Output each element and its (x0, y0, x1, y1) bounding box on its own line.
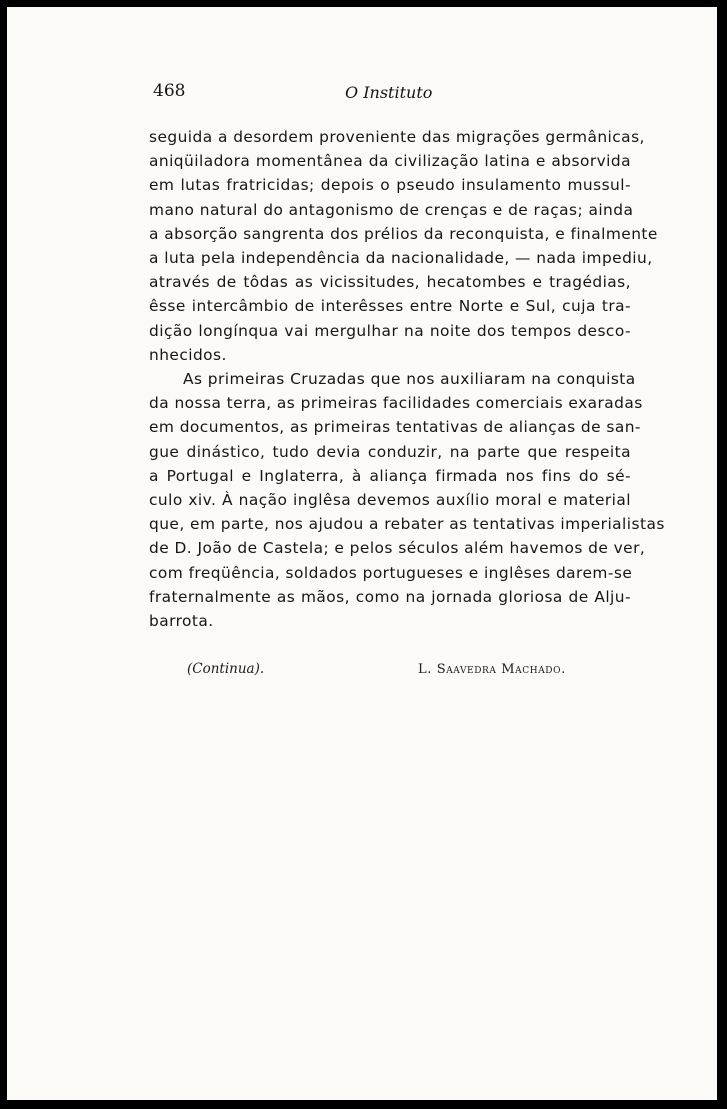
text-line: a absorção sangrenta dos prélios da reconquista, e finalmente (149, 224, 658, 243)
article-signoff (7, 661, 717, 685)
author-signature: L. Saavedra Machado. (418, 662, 566, 677)
page-border-left (0, 0, 6, 1109)
text-line: que, em parte, nos ajudou a rebater as tentativas imperialistas (149, 515, 665, 534)
page-sheet (7, 7, 717, 1100)
text-line: barrota. (149, 612, 214, 631)
article-body (149, 125, 665, 633)
paragraph (149, 367, 665, 633)
text-line: nhecidos. (149, 345, 227, 364)
text-line: aniqüiladora momentânea da civilização latina e absorvida (149, 152, 631, 171)
continued-note: (Continua). (187, 661, 265, 677)
page-border-right (719, 0, 727, 1109)
page-number: 468 (153, 81, 186, 101)
running-title: O Instituto (345, 83, 433, 102)
paragraph (149, 125, 658, 367)
text-line: êsse intercâmbio de interêsses entre Norte e Sul, cuja tra- (149, 297, 631, 316)
page-header (7, 77, 717, 107)
text-line: a luta pela independência da nacionalidade, — nada impediu, (149, 249, 653, 268)
text-line: em documentos, as primeiras tentativas de alianças de san- (149, 418, 641, 437)
text-line: As primeiras Cruzadas que nos auxiliaram na conquista (183, 370, 636, 389)
text-line: a Portugal e Inglaterra, à aliança firmada nos fins do sé- (149, 466, 631, 485)
text-line: da nossa terra, as primeiras facilidades comerciais exaradas (149, 394, 643, 413)
text-line: dição longínqua vai mergulhar na noite dos tempos desco- (149, 321, 631, 340)
text-line: através de tôdas as vicissitudes, hecatombes e tragédias, (149, 273, 631, 292)
text-line: culo xiv. À nação inglêsa devemos auxílio moral e material (149, 491, 631, 510)
text-line: mano natural do antagonismo de crenças e de raças; ainda (149, 200, 634, 219)
text-line: em lutas fratricidas; depois o pseudo insulamento mussul- (149, 176, 631, 195)
text-line: com freqüência, soldados portugueses e inglêses darem-se (149, 563, 633, 582)
text-line: seguida a desordem proveniente das migrações germânicas, (149, 128, 645, 146)
text-line: fraternalmente as mãos, como na jornada gloriosa de Alju- (149, 587, 631, 606)
text-line: gue dinástico, tudo devia conduzir, na parte que respeita (149, 442, 631, 461)
text-line: de D. João de Castela; e pelos séculos além havemos de ver, (149, 539, 646, 558)
